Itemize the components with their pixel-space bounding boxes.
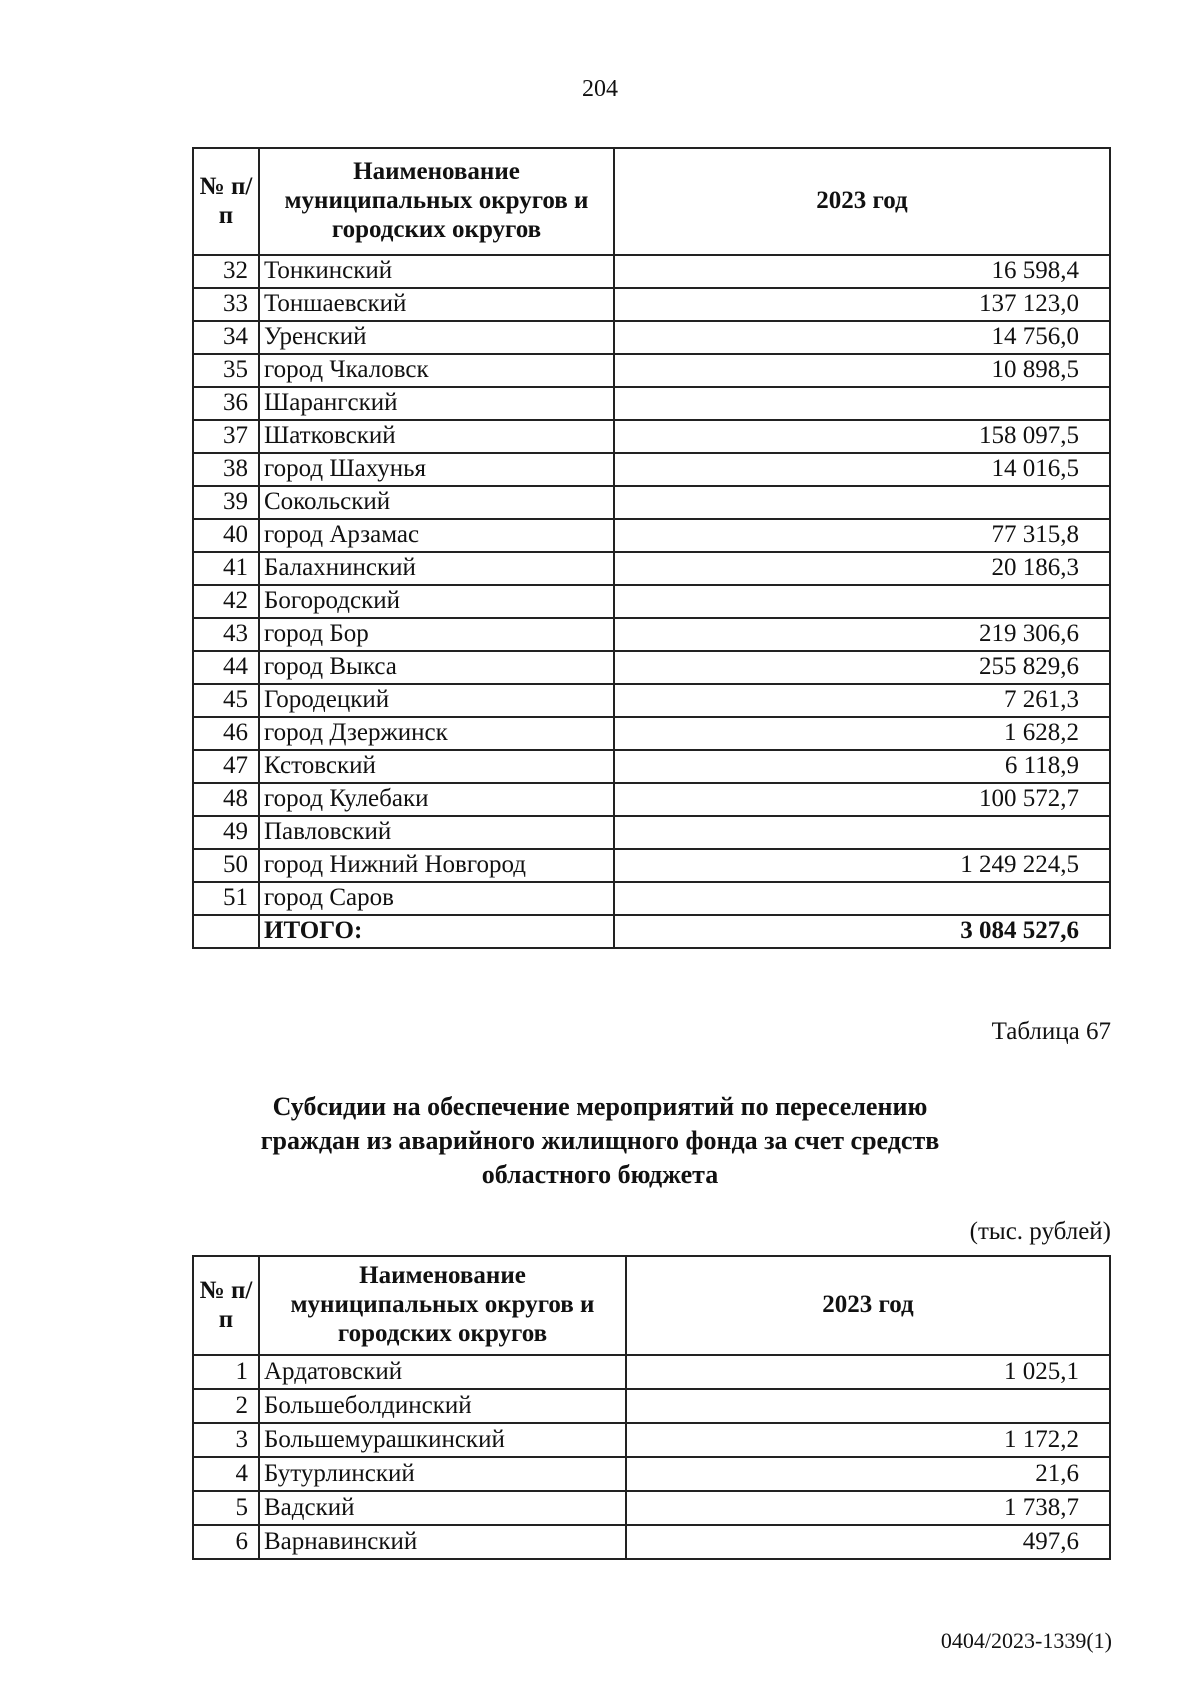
row-name: Сокольский <box>259 486 614 519</box>
row-name: город Нижний Новгород <box>259 849 614 882</box>
row-value: 14 016,5 <box>614 453 1110 486</box>
row-number: 39 <box>193 486 259 519</box>
row-number: 5 <box>193 1491 259 1525</box>
row-number: 44 <box>193 651 259 684</box>
table-row <box>193 1491 1110 1525</box>
table-title-line: областного бюджета <box>481 1159 719 1189</box>
row-value: 10 898,5 <box>614 354 1110 387</box>
row-name: город Арзамас <box>259 519 614 552</box>
row-value: 137 123,0 <box>614 288 1110 321</box>
row-value: 14 756,0 <box>614 321 1110 354</box>
table-row <box>193 882 1110 915</box>
row-value: 21,6 <box>626 1457 1110 1491</box>
row-number: 38 <box>193 453 259 486</box>
row-number: 46 <box>193 717 259 750</box>
page-number: 204 <box>582 76 618 102</box>
row-number: 6 <box>193 1525 259 1559</box>
row-number: 48 <box>193 783 259 816</box>
row-number: 50 <box>193 849 259 882</box>
row-value: 1 628,2 <box>614 717 1110 750</box>
row-number: 37 <box>193 420 259 453</box>
row-number: 34 <box>193 321 259 354</box>
subsidy-table-continued <box>192 147 1111 949</box>
table-row <box>193 420 1110 453</box>
row-name: Тоншаевский <box>259 288 614 321</box>
row-name: Кстовский <box>259 750 614 783</box>
table-title-line: граждан из аварийного жилищного фонда за счет средств <box>260 1125 940 1155</box>
row-number: 35 <box>193 354 259 387</box>
table-row <box>193 1457 1110 1491</box>
row-value: 100 572,7 <box>614 783 1110 816</box>
row-number: 42 <box>193 585 259 618</box>
row-name: город Шахунья <box>259 453 614 486</box>
table-row <box>193 552 1110 585</box>
row-name: Варнавинский <box>259 1525 626 1559</box>
row-name: город Кулебаки <box>259 783 614 816</box>
table-row <box>193 321 1110 354</box>
row-name: Городецкий <box>259 684 614 717</box>
row-value <box>626 1389 1110 1423</box>
table-row <box>193 1389 1110 1423</box>
header-year: 2023 год <box>626 1256 1110 1355</box>
resettlement-subsidy-table <box>192 1255 1111 1560</box>
row-value <box>614 882 1110 915</box>
row-name: Шатковский <box>259 420 614 453</box>
header-num: № п/п <box>193 148 259 255</box>
row-name: Большеболдинский <box>259 1389 626 1423</box>
row-name: город Чкаловск <box>259 354 614 387</box>
row-number: 32 <box>193 255 259 288</box>
row-value <box>614 486 1110 519</box>
row-number: 36 <box>193 387 259 420</box>
row-value: 497,6 <box>626 1525 1110 1559</box>
row-value <box>614 585 1110 618</box>
row-name: Уренский <box>259 321 614 354</box>
row-name: Бутурлинский <box>259 1457 626 1491</box>
row-value <box>614 387 1110 420</box>
table-row <box>193 1423 1110 1457</box>
table-row <box>193 486 1110 519</box>
row-name: Вадский <box>259 1491 626 1525</box>
table-row <box>193 849 1110 882</box>
header-name: Наименование муниципальных округов и городских округов <box>259 148 614 255</box>
table-row <box>193 816 1110 849</box>
table-row <box>193 783 1110 816</box>
table-header-row <box>193 1256 1110 1355</box>
row-number: 43 <box>193 618 259 651</box>
row-name: город Саров <box>259 882 614 915</box>
total-num-cell <box>193 915 259 948</box>
row-name: город Бор <box>259 618 614 651</box>
table-label: Таблица 67 <box>991 1018 1111 1045</box>
header-num: № п/п <box>193 1256 259 1355</box>
table-row <box>193 288 1110 321</box>
table-title-line: Субсидии на обеспечение мероприятий по переселению <box>272 1092 928 1121</box>
row-name: Шарангский <box>259 387 614 420</box>
row-value <box>614 816 1110 849</box>
table-row <box>193 651 1110 684</box>
row-name: Тонкинский <box>259 255 614 288</box>
table-title <box>0 1090 1200 1191</box>
document-number: 0404/2023-1339(1) <box>940 1628 1112 1653</box>
units-label: (тыс. рублей) <box>969 1218 1111 1245</box>
row-number: 33 <box>193 288 259 321</box>
table-row <box>193 519 1110 552</box>
total-row <box>193 915 1110 948</box>
row-number: 47 <box>193 750 259 783</box>
row-name: Богородский <box>259 585 614 618</box>
table-header-row <box>193 148 1110 255</box>
row-number: 4 <box>193 1457 259 1491</box>
row-value: 77 315,8 <box>614 519 1110 552</box>
row-name: Большемурашкинский <box>259 1423 626 1457</box>
row-value: 255 829,6 <box>614 651 1110 684</box>
table-row <box>193 453 1110 486</box>
row-value: 219 306,6 <box>614 618 1110 651</box>
row-number: 49 <box>193 816 259 849</box>
table-body <box>193 255 1110 915</box>
row-value: 6 118,9 <box>614 750 1110 783</box>
row-value: 7 261,3 <box>614 684 1110 717</box>
table-row <box>193 585 1110 618</box>
row-number: 51 <box>193 882 259 915</box>
header-year: 2023 год <box>614 148 1110 255</box>
row-name: Балахнинский <box>259 552 614 585</box>
row-value: 1 249 224,5 <box>614 849 1110 882</box>
row-number: 2 <box>193 1389 259 1423</box>
table-body <box>193 1355 1110 1559</box>
total-value: 3 084 527,6 <box>614 915 1110 948</box>
row-number: 1 <box>193 1355 259 1389</box>
table-row <box>193 750 1110 783</box>
table-row <box>193 717 1110 750</box>
row-number: 45 <box>193 684 259 717</box>
row-value: 1 738,7 <box>626 1491 1110 1525</box>
total-label: ИТОГО: <box>259 915 614 948</box>
table-row <box>193 684 1110 717</box>
row-number: 41 <box>193 552 259 585</box>
table-row <box>193 354 1110 387</box>
row-name: город Выкса <box>259 651 614 684</box>
row-value: 20 186,3 <box>614 552 1110 585</box>
row-value: 1 025,1 <box>626 1355 1110 1389</box>
row-value: 158 097,5 <box>614 420 1110 453</box>
table-row <box>193 1525 1110 1559</box>
row-name: Павловский <box>259 816 614 849</box>
table-row <box>193 255 1110 288</box>
row-name: Ардатовский <box>259 1355 626 1389</box>
table-row <box>193 618 1110 651</box>
table-row <box>193 1355 1110 1389</box>
row-number: 40 <box>193 519 259 552</box>
row-name: город Дзержинск <box>259 717 614 750</box>
row-number: 3 <box>193 1423 259 1457</box>
header-name: Наименование муниципальных округов и городских округов <box>259 1256 626 1355</box>
row-value: 1 172,2 <box>626 1423 1110 1457</box>
table-row <box>193 387 1110 420</box>
row-value: 16 598,4 <box>614 255 1110 288</box>
